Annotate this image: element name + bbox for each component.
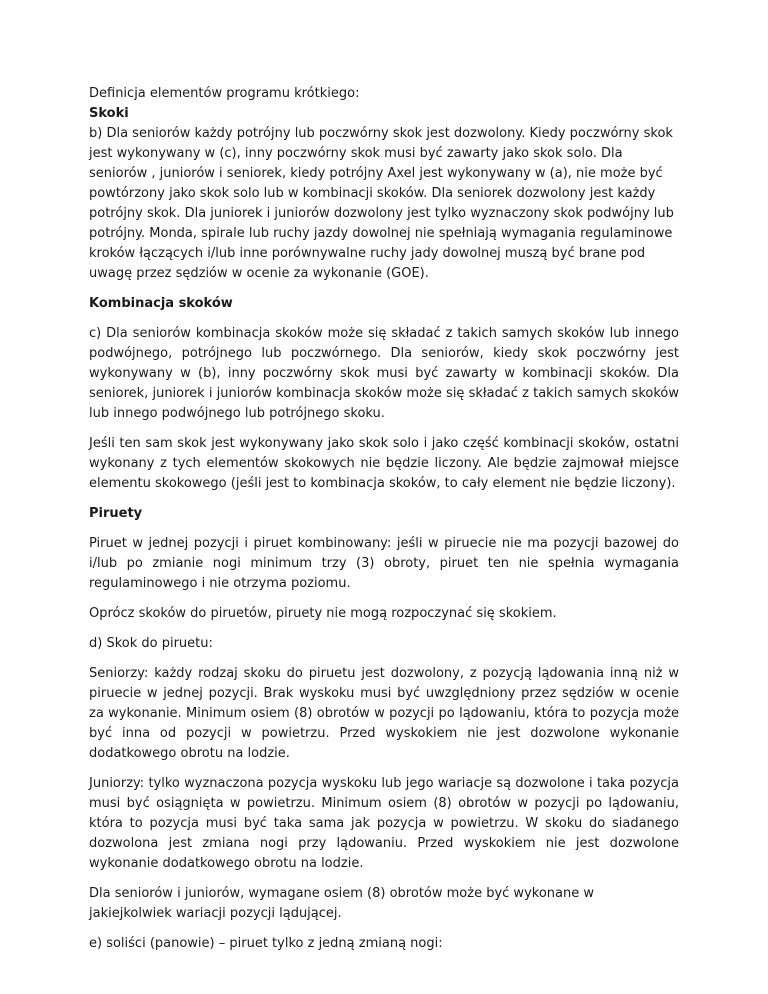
- piruety-paragraph-4: Seniorzy: każdy rodzaj skoku do piruetu jest dozwolony, z pozycją lądowania inną niż w piruecie w jednej pozycji. Brak wyskoku musi być uwzględniony przez sędziów w ocenie za wykonanie. Minimum osiem (8) obrotów w pozycji po lądowaniu, która to pozycja może być inna od pozycji w powietrzu. Przed wyskokiem nie jest dozwolone wykonanie dodatkowego obrotu na lodzie.: [89, 666, 679, 761]
- kombinacja-paragraph-1: c) Dla seniorów kombinacja skoków może się składać z takich samych skoków lub innego podwójnego, potrójnego lub poczwórnego. Dla seniorów, kiedy skok poczwórny jest wykonywany w (b), inny poczwórny skok musi być zawarty w kombinacji skoków. Dla seniorek, juniorek i juniorów kombinacja skoków może się składać z takich samych skoków lub innego podwójnego lub potrójnego skoku.: [89, 326, 679, 421]
- piruety-paragraph-1: Piruet w jednej pozycji i piruet kombinowany: jeśli w piruecie nie ma pozycji bazowej do i/lub po zmianie nogi minimum trzy (3) obroty, piruet ten nie spełnia wymagania regulaminowego i nie otrzyma poziomu.: [89, 536, 679, 591]
- document-page: [89, 84, 679, 954]
- section-heading-skoki: Skoki: [89, 106, 129, 121]
- section-heading-kombinacja: Kombinacja skoków: [89, 296, 233, 311]
- kombinacja-paragraph-2: Jeśli ten sam skok jest wykonywany jako skok solo i jako część kombinacji skoków, ostatni wykonany z tych elementów skokowych nie będzie liczony. Ale będzie zajmował miejsce elementu skokowego (jeśli jest to kombinacja skoków, to cały element nie będzie liczony).: [89, 436, 679, 491]
- document-title: Definicja elementów programu krótkiego:: [89, 86, 360, 101]
- piruety-paragraph-5: Juniorzy: tylko wyznaczona pozycja wyskoku lub jego wariacje są dozwolone i taka pozycja musi być osiągnięta w powietrzu. Minimum osiem (8) obrotów w pozycji po lądowaniu, która to pozycja musi być taka sama jak pozycja w powietrzu. W skoku do siadanego dozwolona jest zmiana nogi przy lądowaniu. Przed wyskokiem nie jest dozwolone wykonanie dodatkowego obrotu na lodzie.: [89, 776, 679, 871]
- section-heading-piruety: Piruety: [89, 506, 143, 521]
- piruety-paragraph-7: e) soliści (panowie) – piruet tylko z jedną zmianą nogi:: [89, 936, 443, 951]
- piruety-paragraph-2: Oprócz skoków do piruetów, piruety nie mogą rozpoczynać się skokiem.: [89, 606, 557, 621]
- skoki-paragraph: b) Dla seniorów każdy potrójny lub poczwórny skok jest dozwolony. Kiedy poczwórny skok jest wykonywany w (c), inny poczwórny skok musi być zawarty jako skok solo. Dla seniorów , juniorów i seniorek, kiedy potrójny Axel jest wykonywany w (a), nie może być powtórzony jako skok solo lub w kombinacji skoków. Dla seniorek dozwolony jest każdy potrójny skok. Dla juniorek i juniorów dozwolony jest tylko wyznaczony skok podwójny lub potrójny. Monda, spirale lub ruchy jazdy dowolnej nie spełniają wymagania regulaminowe kroków łączących i/lub inne porównywalne ruchy jady dowolnej muszą być brane pod uwagę przez sędziów w ocenie za wykonanie (GOE).: [89, 126, 674, 281]
- piruety-paragraph-6: Dla seniorów i juniorów, wymagane osiem (8) obrotów może być wykonane w jakiejkolwiek wariacji pozycji lądującej.: [89, 886, 594, 921]
- piruety-paragraph-3: d) Skok do piruetu:: [89, 636, 213, 651]
- intro-block: [89, 84, 679, 284]
